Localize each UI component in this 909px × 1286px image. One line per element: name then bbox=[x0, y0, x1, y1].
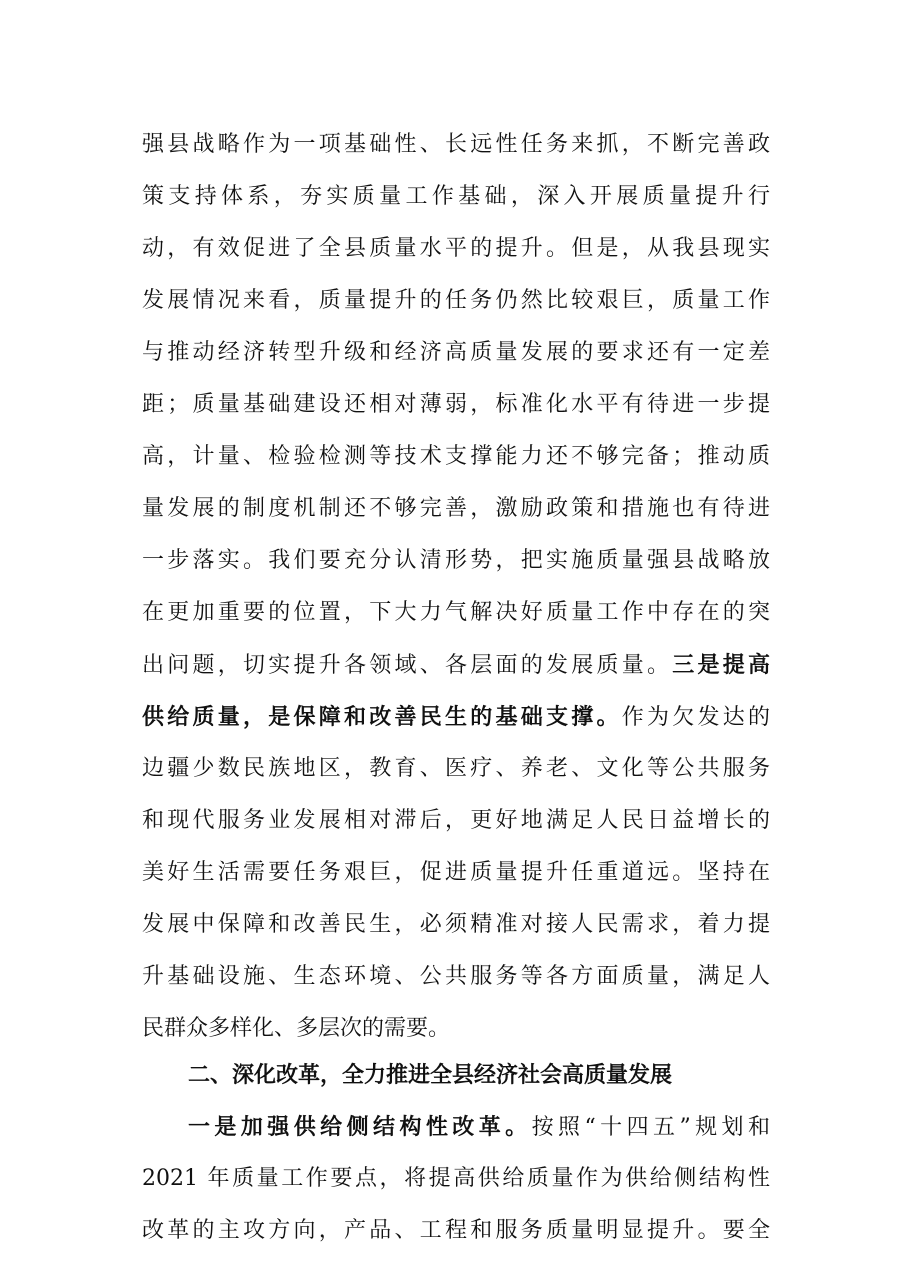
text-segment: 强县战略作为一项基础性、长远性任务来抓，不断完善政 bbox=[142, 132, 770, 157]
text-segment: 在更加重要的位置，下大力气解决好质量工作中存在的突 bbox=[142, 600, 770, 625]
text-segment: 边疆少数民族地区，教育、医疗、养老、文化等公共服务 bbox=[142, 756, 770, 781]
text-line bbox=[142, 856, 770, 890]
text-segment: 作为欠发达的 bbox=[621, 705, 770, 730]
text-segment: 美好生活需要任务艰巨，促进质量提升任重道远。坚持在 bbox=[142, 860, 770, 885]
text-line bbox=[142, 1214, 770, 1248]
text-segment: 民群众多样化、多层次的需要。 bbox=[142, 1016, 451, 1041]
text-line bbox=[142, 180, 770, 214]
text-segment: 一步落实。我们要充分认清形势，把实施质量强县战略放 bbox=[142, 548, 770, 573]
text-segment: 发展中保障和改善民生，必须精准对接人民需求，着力提 bbox=[142, 912, 770, 937]
text-segment: 与推动经济转型升级和经济高质量发展的要求还有一定差 bbox=[142, 340, 770, 365]
text-segment: 按照“十四五”规划和 bbox=[531, 1115, 770, 1140]
text-line bbox=[142, 596, 770, 630]
text-line bbox=[142, 492, 770, 526]
text-line bbox=[142, 960, 770, 994]
text-segment: 升基础设施、生态环境、公共服务等各方面质量，满足人 bbox=[142, 964, 770, 989]
text-line bbox=[142, 1012, 770, 1046]
bold-text-segment: 二、深化改革，全力推进全县经济社会高质量发展 bbox=[188, 1062, 673, 1088]
text-segment: 发展情况来看，质量提升的任务仍然比较艰巨，质量工作 bbox=[142, 288, 770, 313]
section-heading bbox=[188, 1058, 770, 1092]
text-line bbox=[142, 440, 770, 474]
text-segment: 高，计量、检验检测等技术支撑能力还不够完备；推动质 bbox=[142, 444, 770, 469]
bold-text-segment: 三是提高 bbox=[672, 652, 770, 678]
text-line bbox=[142, 284, 770, 318]
text-line bbox=[142, 544, 770, 578]
text-line bbox=[142, 908, 770, 942]
text-segment: 出问题，切实提升各领域、各层面的发展质量。 bbox=[142, 653, 673, 678]
text-line bbox=[142, 336, 770, 370]
text-segment: 2021 年质量工作要点，将提高供给质量作为供给侧结构性 bbox=[142, 1166, 770, 1191]
text-line bbox=[142, 648, 770, 682]
text-line bbox=[142, 1162, 770, 1196]
text-line bbox=[142, 232, 770, 266]
text-line bbox=[142, 752, 770, 786]
bold-text-segment: 一是加强供给侧结构性改革。 bbox=[188, 1114, 532, 1140]
text-line bbox=[142, 388, 770, 422]
text-segment: 动，有效促进了全县质量水平的提升。但是，从我县现实 bbox=[142, 236, 770, 261]
text-segment: 改革的主攻方向，产品、工程和服务质量明显提升。要全 bbox=[142, 1218, 770, 1243]
text-line bbox=[142, 804, 770, 838]
text-segment: 策支持体系，夯实质量工作基础，深入开展质量提升行 bbox=[142, 184, 770, 209]
text-segment: 量发展的制度机制还不够完善，激励政策和措施也有待进 bbox=[142, 496, 770, 521]
text-segment: 和现代服务业发展相对滞后，更好地满足人民日益增长的 bbox=[142, 808, 770, 833]
text-line bbox=[188, 1110, 770, 1144]
text-line bbox=[142, 128, 770, 162]
text-segment: 距；质量基础建设还相对薄弱，标准化水平有待进一步提 bbox=[142, 392, 770, 417]
bold-text-segment: 供给质量，是保障和改善民生的基础支撑。 bbox=[142, 704, 622, 730]
text-line bbox=[142, 700, 770, 734]
